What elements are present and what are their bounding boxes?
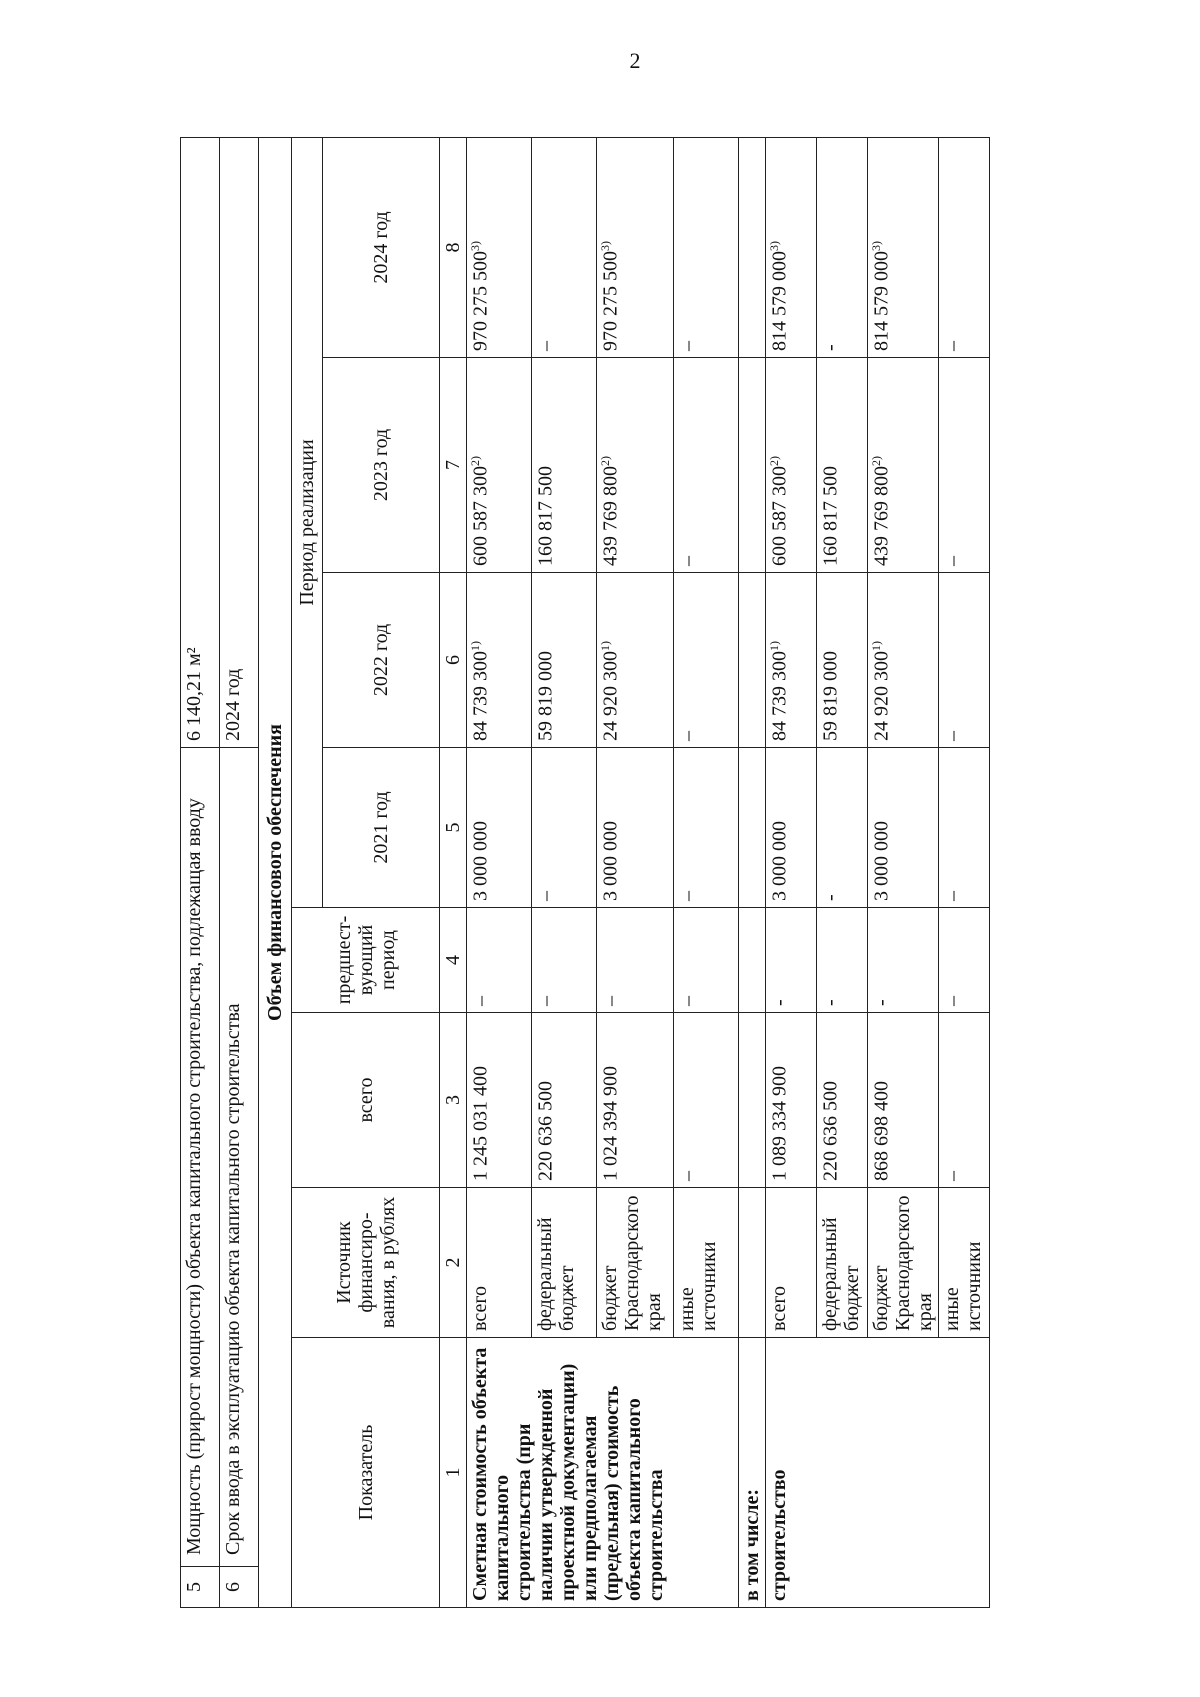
value-cell: – xyxy=(674,747,739,907)
value-cell: - xyxy=(868,908,939,1013)
footnote-mark: 3) xyxy=(468,240,482,251)
footnote-mark: 3) xyxy=(598,240,612,251)
value-cell: - xyxy=(817,137,868,357)
footnote-mark: 1) xyxy=(767,640,781,651)
page-number: 2 xyxy=(629,48,641,73)
info-row-6-value: 2024 год xyxy=(220,137,259,747)
value-cell: 868 698 400 xyxy=(868,1013,939,1188)
source-cell: федеральный бюджет xyxy=(817,1188,868,1338)
col-number: 7 xyxy=(440,357,467,572)
value-cell: - xyxy=(817,908,868,1013)
header-period: Период реализации xyxy=(292,137,323,907)
info-row-5-value: 6 140,21 м² xyxy=(181,137,220,747)
footnote-mark: 1) xyxy=(468,640,482,651)
header-year-2024: 2024 год xyxy=(323,137,440,357)
value-cell: – xyxy=(939,572,990,747)
empty-cell xyxy=(739,137,766,357)
info-row-6-number: 6 xyxy=(220,1566,258,1607)
source-cell: всего xyxy=(766,1188,817,1338)
value-cell: – xyxy=(939,1013,990,1188)
value-cell: 439 769 800$^{2)}$ xyxy=(597,357,674,572)
value-cell: 220 636 500 xyxy=(817,1013,868,1188)
footnote-mark: 2) xyxy=(767,455,781,466)
value-cell: 160 817 500 xyxy=(532,357,597,572)
value-cell: 59 819 000 xyxy=(532,572,597,747)
financing-table xyxy=(180,137,990,1608)
value-cell: – xyxy=(597,908,674,1013)
footnote-mark: 1) xyxy=(869,640,883,651)
source-cell: иные источники xyxy=(674,1188,739,1338)
header-previous: предшест-вующий период xyxy=(292,908,440,1013)
value-cell: – xyxy=(674,137,739,357)
value-cell: – xyxy=(939,357,990,572)
value-cell: – xyxy=(674,357,739,572)
empty-cell xyxy=(739,1188,766,1338)
value-cell: - xyxy=(817,747,868,907)
source-cell: всего xyxy=(467,1188,532,1338)
col-number: 3 xyxy=(440,1013,467,1188)
indicator-cell: строительство xyxy=(766,1338,990,1608)
info-row-6-label: 6 Срок ввода в эксплуатацию объекта капитального строительства xyxy=(220,747,259,1607)
section-title-row xyxy=(259,137,292,1607)
value-cell: 970 275 500$^{3)}$ xyxy=(597,137,674,357)
value-cell: – xyxy=(674,572,739,747)
footnote-mark: 2) xyxy=(468,455,482,466)
value-cell: – xyxy=(939,747,990,907)
value-cell: 1 024 394 900 xyxy=(597,1013,674,1188)
value-cell: 600 587 300$^{2)}$ xyxy=(467,357,532,572)
value-cell: 600 587 300$^{2)}$ xyxy=(766,357,817,572)
value-cell: 24 920 300$^{1)}$ xyxy=(597,572,674,747)
empty-cell xyxy=(739,908,766,1013)
empty-cell xyxy=(739,747,766,907)
value-cell: 439 769 800$^{2)}$ xyxy=(868,357,939,572)
col-number: 4 xyxy=(440,908,467,1013)
section-title: Объем финансового обеспечения xyxy=(259,137,292,1607)
value-cell: – xyxy=(467,908,532,1013)
source-cell: федеральный бюджет xyxy=(532,1188,597,1338)
value-cell: 84 739 300$^{1)}$ xyxy=(467,572,532,747)
value-cell: 3 000 000 xyxy=(766,747,817,907)
value-cell: – xyxy=(532,137,597,357)
data-row xyxy=(766,137,817,1607)
value-cell: 84 739 300$^{1)}$ xyxy=(766,572,817,747)
footnote-mark: 2) xyxy=(869,455,883,466)
value-cell: – xyxy=(939,908,990,1013)
value-cell: – xyxy=(532,908,597,1013)
header-year-2021: 2021 год xyxy=(323,747,440,907)
source-cell: бюджет Краснодарского края xyxy=(868,1188,939,1338)
value-cell: 3 000 000 xyxy=(467,747,532,907)
footnote-mark: 3) xyxy=(767,240,781,251)
value-cell: 814 579 000$^{3)}$ xyxy=(766,137,817,357)
empty-cell xyxy=(739,357,766,572)
value-cell: – xyxy=(674,908,739,1013)
value-cell: 59 819 000 xyxy=(817,572,868,747)
value-cell: 1 089 334 900 xyxy=(766,1013,817,1188)
header-source: Источник финансиро-вания, в рублях xyxy=(292,1188,440,1338)
value-cell: 814 579 000$^{3)}$ xyxy=(868,137,939,357)
rotated-table-container xyxy=(180,138,1080,1608)
col-number: 1 xyxy=(440,1338,467,1608)
value-cell: 3 000 000 xyxy=(868,747,939,907)
info-row-5-label: 5 Мощность (прирост мощности) объекта капитального строительства, подлежащая вводу xyxy=(181,747,220,1607)
value-cell: 24 920 300$^{1)}$ xyxy=(868,572,939,747)
empty-cell xyxy=(739,572,766,747)
source-cell: бюджет Краснодарского края xyxy=(597,1188,674,1338)
value-cell: – xyxy=(939,137,990,357)
header-year-2023: 2023 год xyxy=(323,357,440,572)
col-number: 6 xyxy=(440,572,467,747)
value-cell: - xyxy=(766,908,817,1013)
value-cell: 970 275 500$^{3)}$ xyxy=(467,137,532,357)
value-cell: 3 000 000 xyxy=(597,747,674,907)
value-cell: 220 636 500 xyxy=(532,1013,597,1188)
value-cell: – xyxy=(532,747,597,907)
value-cell: 160 817 500 xyxy=(817,357,868,572)
footnote-mark: 2) xyxy=(598,455,612,466)
header-indicator: Показатель xyxy=(292,1338,440,1608)
column-number-row xyxy=(440,137,467,1607)
info-row-5 xyxy=(181,137,220,1607)
header-row-1 xyxy=(292,137,323,1607)
footnote-mark: 3) xyxy=(869,240,883,251)
data-row xyxy=(467,137,532,1607)
subheader-row xyxy=(739,137,766,1607)
value-cell: – xyxy=(674,1013,739,1188)
footnote-mark: 1) xyxy=(598,640,612,651)
header-year-2022: 2022 год xyxy=(323,572,440,747)
col-number: 2 xyxy=(440,1188,467,1338)
source-cell: иные источники xyxy=(939,1188,990,1338)
info-row-6 xyxy=(220,137,259,1607)
col-number: 5 xyxy=(440,747,467,907)
subheader-label: в том числе: xyxy=(739,1338,766,1608)
indicator-cell: Сметная стоимость объекта капитального строительства (при наличии утвержденной проектной документации) или предполагаемая (предельная) стоимость объекта капитального строительства xyxy=(467,1338,739,1608)
info-row-5-number: 5 xyxy=(181,1566,219,1607)
header-total: всего xyxy=(292,1013,440,1188)
empty-cell xyxy=(739,1013,766,1188)
value-cell: 1 245 031 400 xyxy=(467,1013,532,1188)
col-number: 8 xyxy=(440,137,467,357)
